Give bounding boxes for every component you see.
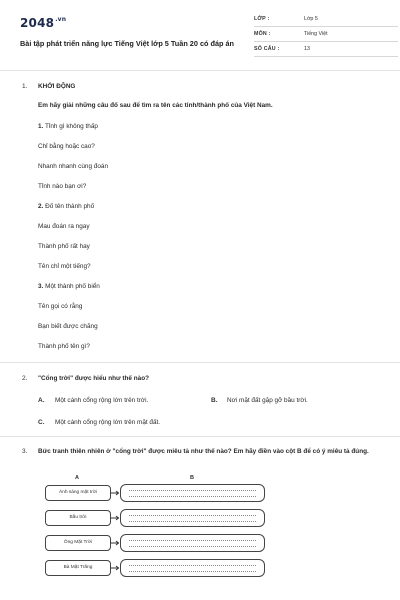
riddle-label: 1. (38, 123, 44, 130)
document-header (20, 14, 384, 64)
riddle-line (38, 123, 98, 130)
section-divider (0, 70, 400, 71)
riddle-text: Tỉnh gì không thấp (45, 123, 98, 130)
match-item-label: Ánh sáng mặt trời (58, 490, 98, 495)
match-item-a (45, 560, 111, 576)
meta-row-class (254, 14, 398, 27)
question-text: Bức tranh thiên nhiên ở "cổng trời" được miêu tả như thế nào? Em hãy điền vào cột B để có ý miêu tả đúng. (38, 448, 369, 455)
riddle-line: Nhanh nhanh cùng đoán (38, 163, 109, 170)
answer-box-b[interactable] (120, 484, 265, 502)
column-a-header: A (75, 475, 79, 481)
riddle-line: Bạn biết được chăng (38, 323, 98, 330)
question-text: "Cổng trời" được hiểu như thế nào? (38, 375, 150, 382)
riddle-line: Tên gọi có rằng (38, 303, 83, 310)
arrow-right-icon (110, 540, 120, 546)
meta-value: Tiếng Việt (304, 31, 328, 37)
document-meta (254, 14, 398, 59)
question-number: 2. (22, 375, 28, 382)
dotted-line (129, 565, 256, 566)
brand-suffix: .vn (55, 16, 67, 23)
dotted-line (129, 540, 256, 541)
dotted-line (129, 546, 256, 547)
match-item-label: Bà Mặt Trăng (63, 565, 93, 570)
answer-box-b[interactable] (120, 509, 265, 527)
document-title: Bài tập phát triển năng lực Tiếng Việt lớp 5 Tuần 20 có đáp án (20, 39, 235, 48)
section-divider (0, 436, 400, 437)
riddle-text: Một thành phố biển (45, 283, 100, 290)
dotted-line (129, 521, 256, 522)
riddle-line: Thành phố tên gì? (38, 343, 90, 350)
arrow-right-icon (110, 565, 120, 571)
meta-value: 13 (304, 46, 310, 52)
dotted-line (129, 490, 256, 491)
section-divider (0, 362, 400, 363)
match-item-label: Ông Mặt Trời (63, 540, 93, 545)
riddle-label: 3. (38, 283, 44, 290)
meta-label: SỐ CÂU : (254, 46, 280, 52)
riddle-line: Chỉ bằng hoặc cao? (38, 143, 95, 150)
riddle-line (38, 283, 100, 290)
option-text[interactable]: Một cánh cổng rộng lớn trên trời. (55, 397, 149, 404)
answer-box-b[interactable] (120, 559, 265, 577)
dotted-line (129, 515, 256, 516)
riddle-line: Mau đoán ra ngay (38, 223, 90, 230)
riddle-line (38, 203, 94, 210)
riddle-text: Đố tên thành phố (45, 203, 95, 210)
question-number: 3. (22, 448, 28, 455)
match-item-a (45, 510, 111, 526)
meta-value: Lớp 5 (304, 16, 318, 22)
meta-label: LỚP : (254, 16, 270, 22)
meta-row-count (254, 44, 398, 57)
option-text[interactable]: Một cánh cổng rộng lớn trên mặt đất. (55, 419, 161, 426)
arrow-right-icon (110, 490, 120, 496)
brand-logo[interactable] (20, 16, 66, 30)
match-item-label: Bầu trời (69, 515, 87, 520)
arrow-right-icon (110, 515, 120, 521)
riddle-label: 2. (38, 203, 44, 210)
option-letter[interactable]: B. (211, 397, 218, 404)
riddle-line: Tên chỉ một tiếng? (38, 263, 91, 270)
riddle-line: Tỉnh nào bạn ơi? (38, 183, 87, 190)
brand-name: 2048 (20, 16, 55, 30)
dotted-line (129, 571, 256, 572)
match-item-a (45, 485, 111, 501)
option-letter[interactable]: A. (38, 397, 45, 404)
column-b-header: B (190, 475, 194, 481)
match-item-a (45, 535, 111, 551)
option-letter[interactable]: C. (38, 419, 45, 426)
answer-box-b[interactable] (120, 534, 265, 552)
question-number: 1. (22, 83, 28, 90)
question-heading: KHỞI ĐỘNG (38, 83, 76, 90)
dotted-line (129, 496, 256, 497)
question-instruction: Em hãy giải những câu đố sau để tìm ra tên các tỉnh/thành phố của Việt Nam. (38, 102, 273, 109)
option-text[interactable]: Nơi mặt đất gặp gỡ bầu trời. (227, 397, 308, 404)
riddle-line: Thành phố rất hay (38, 243, 90, 250)
meta-label: MÔN : (254, 31, 271, 37)
meta-row-subject (254, 29, 398, 42)
